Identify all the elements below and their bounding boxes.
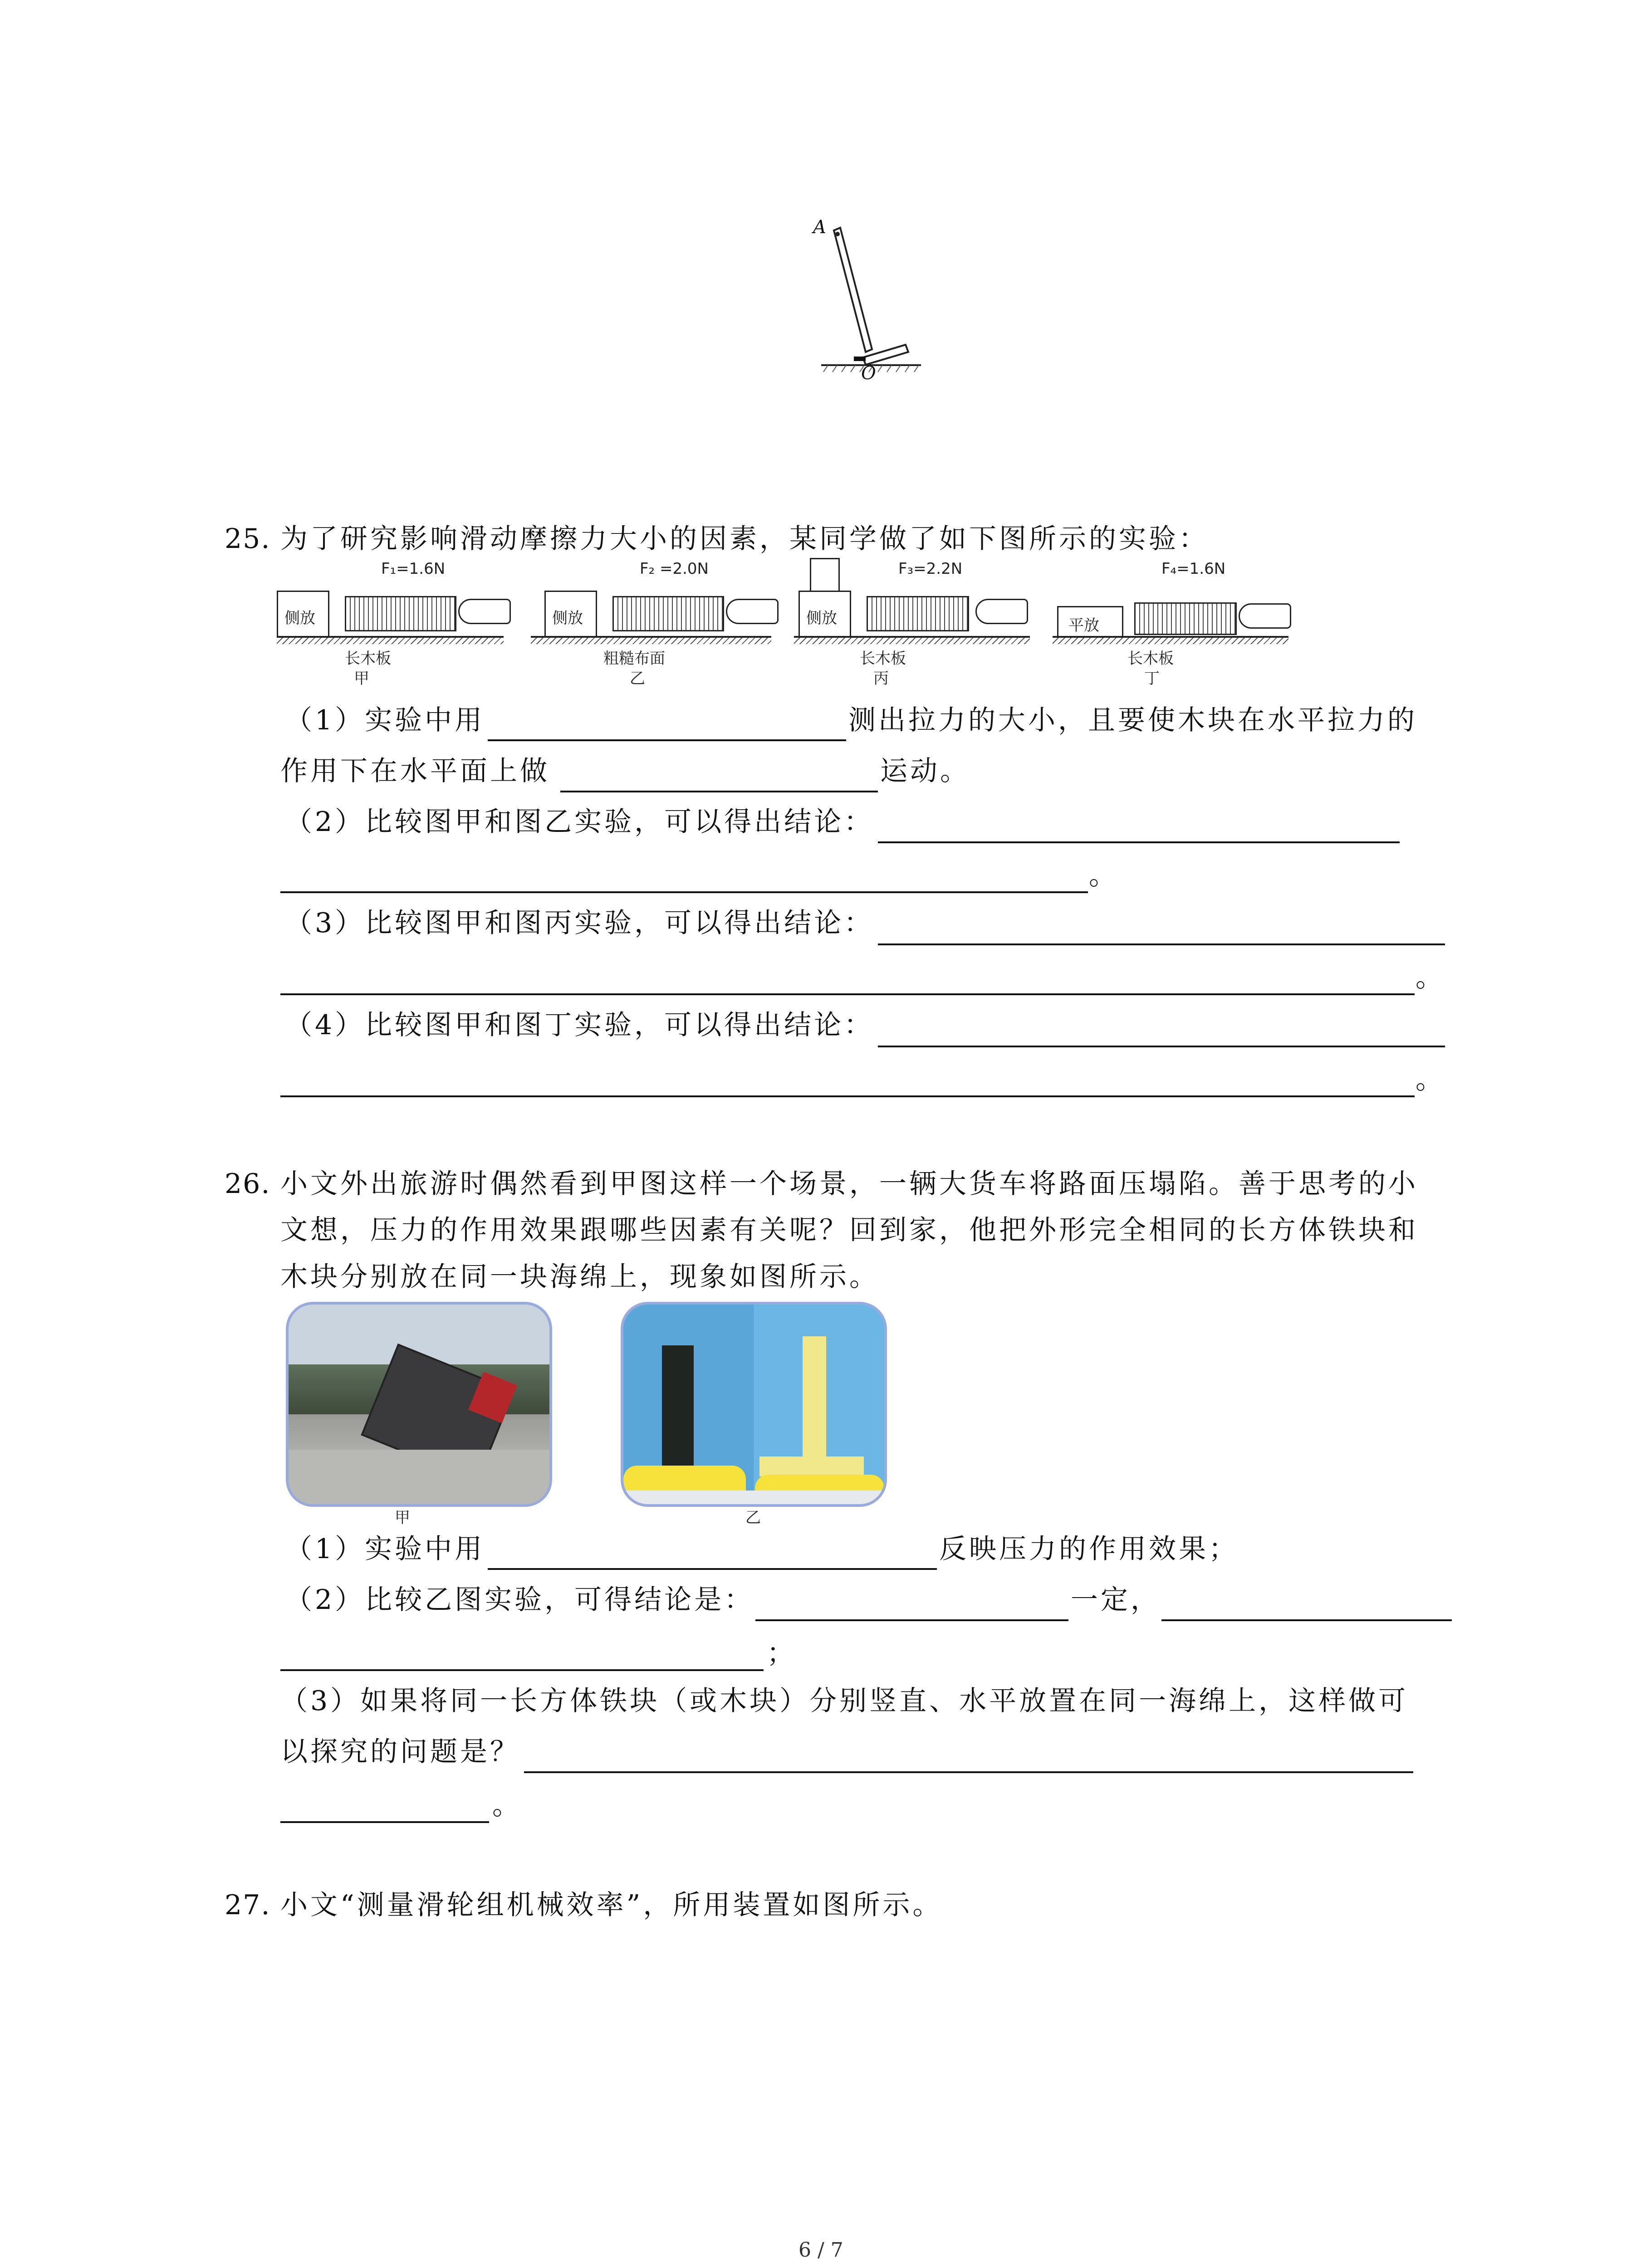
q26-p2-end: ； (767, 1637, 797, 1669)
q26-number: 26. (225, 1168, 271, 1200)
experiment-yi (531, 562, 785, 699)
iron-block (662, 1345, 694, 1468)
q25-p1-blank-1[interactable] (488, 739, 846, 741)
q26-p3-blank-1[interactable] (524, 1771, 1413, 1773)
wood-block-standing (803, 1336, 826, 1463)
photo-label-jia: 甲 (395, 1509, 410, 1527)
q26-p1-blank[interactable] (488, 1568, 937, 1570)
experiment-bing (794, 562, 1039, 699)
q25-p1-text-c: 作用下在水平面上做 (280, 755, 550, 787)
experiment-ding (1053, 562, 1293, 699)
table-surface (623, 1491, 884, 1504)
spring-scale (345, 596, 456, 631)
pulling-hand (458, 599, 511, 624)
surface-label: 长木板 (860, 650, 906, 668)
q26-p3-end: 。 (492, 1789, 522, 1821)
q27-number: 27. (225, 1889, 271, 1921)
experiment-label: 甲 (354, 670, 369, 688)
q25-p2-end: 。 (1089, 860, 1119, 891)
q25-p1-text-a: （1）实验中用 (285, 704, 485, 736)
spring-scale (867, 596, 969, 631)
q26-p2-text-a: （2）比较乙图实验，可得结论是： (285, 1584, 754, 1616)
truck-photo (286, 1302, 552, 1507)
pulling-hand (726, 599, 779, 624)
wood-block (544, 591, 597, 639)
q25-p3-end: 。 (1416, 962, 1445, 993)
wood-block (1057, 606, 1123, 639)
q26-p1-text-b: 反映压力的作用效果； (939, 1533, 1239, 1565)
photo-label-yi: 乙 (745, 1509, 761, 1527)
ground-line (1053, 636, 1288, 644)
q26-intro-line-2: 文想，压力的作用效果跟哪些因素有关呢？回到家，他把外形完全相同的长方体铁块和 (280, 1214, 1418, 1246)
pulling-hand (975, 599, 1028, 624)
q26-p3-line-2: 以探究的问题是？ (280, 1736, 520, 1768)
q26-p3-line-1: （3）如果将同一长方体铁块（或木块）分别竖直、水平放置在同一海绵上，这样做可 (280, 1685, 1409, 1717)
q26-intro-line-1: 小文外出旅游时偶然看到甲图这样一个场景，一辆大货车将路面压塌陷。善于思考的小 (280, 1168, 1418, 1200)
q25-p1-text-d: 运动。 (880, 755, 970, 787)
experiment-label: 乙 (630, 670, 645, 688)
weight-block (810, 558, 840, 592)
experiment-jia (277, 562, 513, 699)
q25-experiment-diagrams (277, 562, 1293, 699)
sponge-blocks-photo (621, 1302, 887, 1507)
experiment-force: F₁=1.6N (381, 560, 446, 578)
q26-p2-blank-1[interactable] (755, 1619, 1068, 1621)
q25-number: 25. (225, 523, 271, 555)
q25-p2-blank-1[interactable] (878, 841, 1400, 843)
lever-label-a: A (813, 217, 826, 238)
surface-label: 长木板 (1127, 650, 1174, 668)
q25-p4-text: （4）比较图甲和图丁实验，可以得出结论： (285, 1009, 874, 1041)
block-orientation: 侧放 (552, 609, 583, 627)
wood-block-lying (759, 1457, 864, 1476)
q25-p4-end: 。 (1416, 1064, 1445, 1095)
block-orientation: 侧放 (284, 609, 315, 627)
q26-p2-text-b: 一定， (1071, 1584, 1161, 1616)
q25-p1-blank-2[interactable] (560, 791, 878, 792)
wood-block (798, 591, 851, 639)
experiment-label: 丁 (1144, 670, 1160, 688)
ground-line (794, 636, 1030, 644)
q25-p2-blank-2[interactable] (280, 891, 1088, 893)
q27-text: 小文“测量滑轮组机械效率”，所用装置如图所示。 (280, 1889, 943, 1921)
block-orientation: 侧放 (806, 609, 837, 627)
q25-p2-text: （2）比较图甲和图乙实验，可以得出结论： (285, 806, 874, 838)
ground-line (277, 636, 504, 644)
lever-label-o: O (861, 363, 876, 384)
ground-line (531, 636, 771, 644)
spring-scale (1134, 602, 1237, 635)
experiment-force: F₂ =2.0N (640, 560, 709, 578)
q26-p2-blank-2[interactable] (1161, 1619, 1452, 1621)
q26-p2-blank-3[interactable] (280, 1669, 764, 1671)
q26-p3-blank-2[interactable] (280, 1821, 489, 1823)
surface-label: 粗糙布面 (603, 650, 665, 668)
q25-intro: 为了研究影响滑动摩擦力大小的因素，某同学做了如下图所示的实验： (280, 523, 1209, 555)
experiment-label: 丙 (873, 670, 889, 688)
experiment-force: F₄=1.6N (1161, 560, 1226, 578)
pulling-hand (1239, 603, 1291, 629)
road-sinkhole (289, 1450, 549, 1504)
q25-p4-blank-2[interactable] (280, 1095, 1415, 1097)
wood-block (277, 591, 329, 639)
q25-p3-blank-1[interactable] (878, 943, 1445, 945)
q26-p1-text-a: （1）实验中用 (285, 1533, 485, 1565)
experiment-force: F₃=2.2N (898, 560, 963, 578)
block-orientation: 平放 (1068, 616, 1099, 635)
spring-scale (612, 596, 724, 631)
surface-label: 长木板 (345, 650, 391, 668)
q26-intro-line-3: 木块分别放在同一块海绵上，现象如图所示。 (280, 1261, 879, 1293)
q25-p1-text-b: 测出拉力的大小，且要使木块在水平拉力的 (848, 704, 1417, 736)
page-number: 6 / 7 (798, 2239, 843, 2262)
q25-p3-text: （3）比较图甲和图丙实验，可以得出结论： (285, 907, 874, 939)
q25-p4-blank-1[interactable] (878, 1046, 1445, 1047)
q25-p3-blank-2[interactable] (280, 993, 1415, 995)
